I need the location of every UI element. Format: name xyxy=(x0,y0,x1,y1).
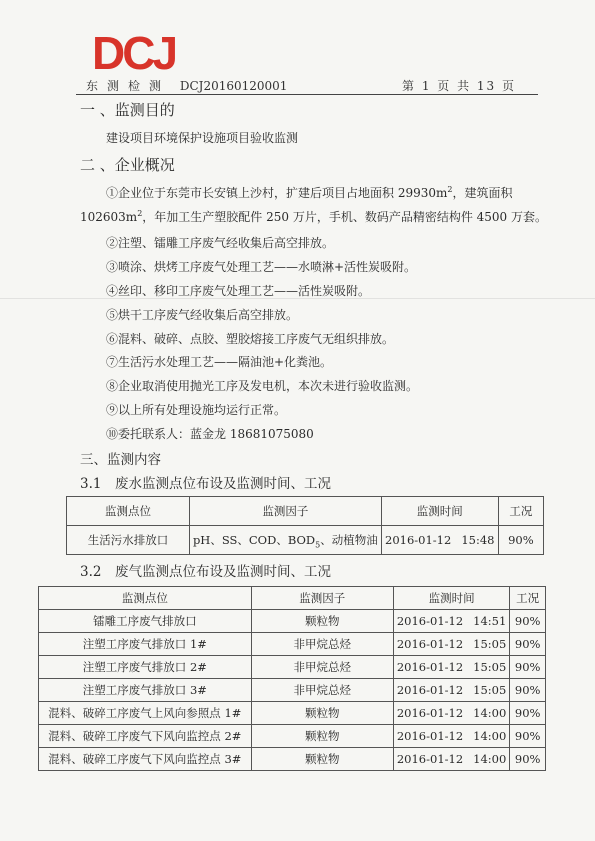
table-row xyxy=(39,610,546,633)
cell-time: 2016-01-12 15:48 xyxy=(381,526,498,555)
col-header-time: 监测时间 xyxy=(393,587,509,610)
table-row xyxy=(39,656,546,679)
section-1-body: 建设项目环境保护设施项目验收监测 xyxy=(106,131,299,145)
table-row xyxy=(39,679,546,702)
cell-factor: pH、SS、COD、$BOD_5$、动植物油 xyxy=(189,526,381,555)
col-header-load: 工况 xyxy=(498,497,543,526)
cell-load: 90% xyxy=(510,702,546,725)
cell-time: 2016-01-12 14:51 xyxy=(393,610,509,633)
cell-time: 2016-01-12 14:00 xyxy=(393,702,509,725)
section-2-item: ⑤烘干工序废气经收集后高空排放。 xyxy=(106,308,299,322)
section-2-item: ②注塑、镭雕工序废气经收集后高空排放。 xyxy=(106,236,335,250)
cell-site: 注塑工序废气排放口 2# xyxy=(39,656,252,679)
col-header-site: 监测点位 xyxy=(67,497,190,526)
section-2-item: ③喷涂、烘烤工序废气处理工艺——水喷淋+活性炭吸附。 xyxy=(106,260,417,274)
table-row xyxy=(39,725,546,748)
section-2-title: 二 、企业概况 xyxy=(80,156,175,174)
col-header-load: 工况 xyxy=(510,587,546,610)
col-header-factor: 监测因子 xyxy=(189,497,381,526)
cell-factor: 非甲烷总烃 xyxy=(251,679,393,702)
col-header-factor: 监测因子 xyxy=(251,587,393,610)
section-2-item: ⑨以上所有处理设施均运行正常。 xyxy=(106,403,287,417)
section-2-para-1: ①企业位于东莞市长安镇上沙村，扩建后项目占地面积 $29930m^2$，建筑面积 xyxy=(106,185,513,200)
cell-site: 注塑工序废气排放口 3# xyxy=(39,679,252,702)
table-header-row xyxy=(39,587,546,610)
table-row xyxy=(67,526,544,555)
cell-factor: 颗粒物 xyxy=(251,610,393,633)
cell-factor: 非甲烷总烃 xyxy=(251,656,393,679)
cell-time: 2016-01-12 14:00 xyxy=(393,725,509,748)
table-row xyxy=(39,748,546,771)
table-header-row xyxy=(67,497,544,526)
company-logo: DCJ xyxy=(92,27,176,79)
table-row xyxy=(39,702,546,725)
page-indicator: 第 1 页 共 13 页 xyxy=(402,79,516,93)
report-number: DCJ20160120001 xyxy=(179,79,288,93)
page-header xyxy=(86,77,516,94)
cell-time: 2016-01-12 15:05 xyxy=(393,656,509,679)
cell-site: 混料、破碎工序废气下风向监控点 2# xyxy=(39,725,252,748)
cell-site: 生活污水排放口 xyxy=(67,526,190,555)
section-2-item: ④丝印、移印工序废气处理工艺——活性炭吸附。 xyxy=(106,284,371,298)
col-header-site: 监测点位 xyxy=(39,587,252,610)
cell-site: 注塑工序废气排放口 1# xyxy=(39,633,252,656)
header-divider xyxy=(76,94,538,95)
cell-load: 90% xyxy=(510,748,546,771)
cell-load: 90% xyxy=(510,633,546,656)
table-row xyxy=(39,633,546,656)
cell-time: 2016-01-12 14:00 xyxy=(393,748,509,771)
cell-factor: 颗粒物 xyxy=(251,725,393,748)
cell-site: 混料、破碎工序废气上风向参照点 1# xyxy=(39,702,252,725)
cell-time: 2016-01-12 15:05 xyxy=(393,633,509,656)
header-category: 东测检测 xyxy=(86,79,171,93)
section-2-item: ⑥混料、破碎、点胶、塑胶熔接工序废气无组织排放。 xyxy=(106,332,395,346)
cell-factor: 非甲烷总烃 xyxy=(251,633,393,656)
section-2-item: ⑩委托联系人：蓝金龙 18681075080 xyxy=(106,427,314,441)
section-3-1-title: 3.1 废水监测点位布设及监测时间、工况 xyxy=(80,476,331,492)
section-2-item: ⑧企业取消使用抛光工序及发电机，本次未进行验收监测。 xyxy=(106,379,419,393)
cell-load: 90% xyxy=(510,610,546,633)
cell-site: 镭雕工序废气排放口 xyxy=(39,610,252,633)
section-3-title: 三、监测内容 xyxy=(80,452,161,468)
cell-factor: 颗粒物 xyxy=(251,702,393,725)
cell-load: 90% xyxy=(510,725,546,748)
cell-time: 2016-01-12 15:05 xyxy=(393,679,509,702)
cell-load: 90% xyxy=(510,679,546,702)
section-2-item: ⑦生活污水处理工艺——隔油池+化粪池。 xyxy=(106,355,333,369)
section-2-para-1-cont: $102603m^2$，年加工生产塑胶配件 250 万片，手机、数码产品精密结构件 4500 万套。 xyxy=(80,209,547,224)
scan-artifact-line xyxy=(0,298,595,299)
waste-gas-table xyxy=(38,586,546,771)
section-1-title: 一 、监测目的 xyxy=(80,101,175,119)
cell-site: 混料、破碎工序废气下风向监控点 3# xyxy=(39,748,252,771)
cell-load: 90% xyxy=(510,656,546,679)
section-3-2-title: 3.2 废气监测点位布设及监测时间、工况 xyxy=(80,564,331,580)
cell-factor: 颗粒物 xyxy=(251,748,393,771)
wastewater-table xyxy=(66,496,544,555)
col-header-time: 监测时间 xyxy=(381,497,498,526)
cell-load: 90% xyxy=(498,526,543,555)
